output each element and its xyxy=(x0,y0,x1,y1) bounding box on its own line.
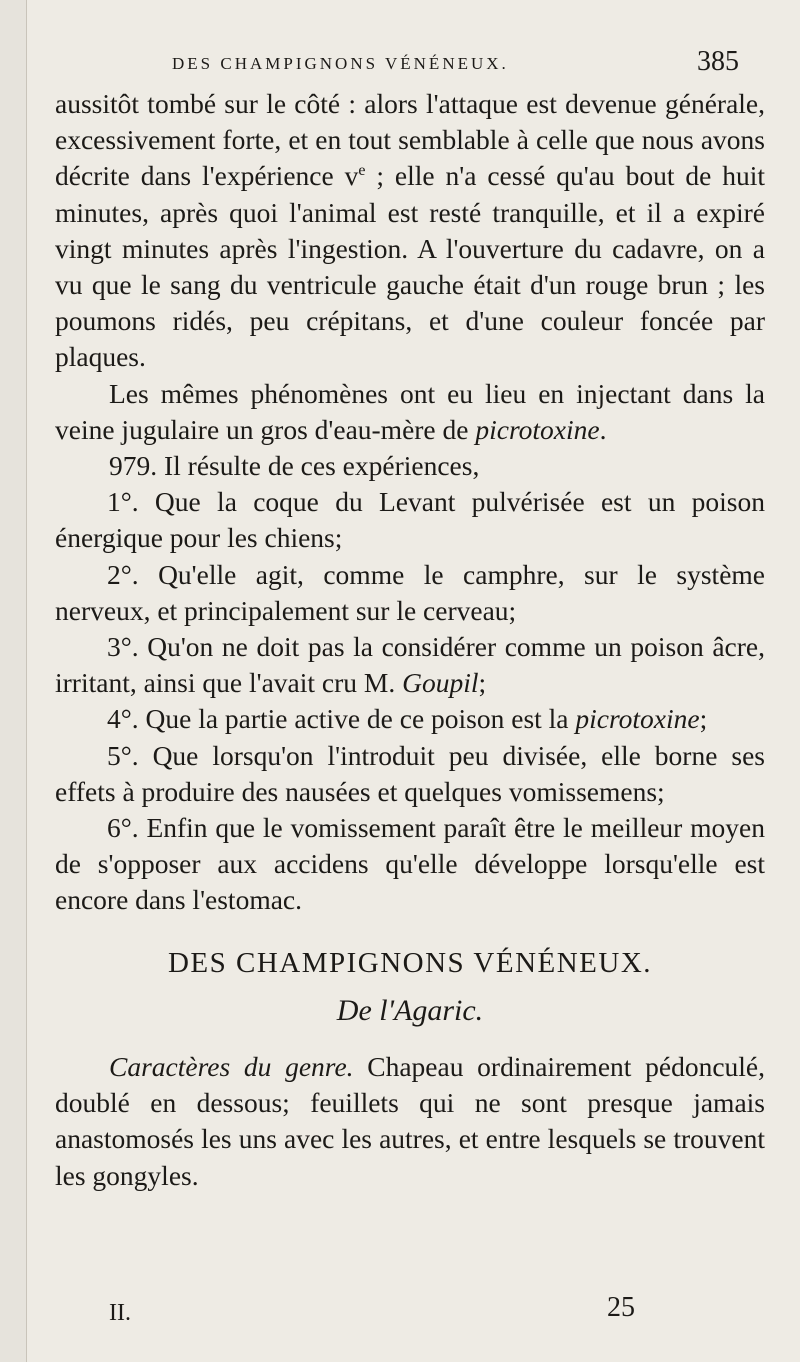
page-number: 385 xyxy=(697,46,739,77)
signature-mark: II. xyxy=(109,1300,131,1326)
list-item xyxy=(55,701,765,737)
superscript: e xyxy=(358,162,366,180)
paragraph xyxy=(55,376,765,448)
list-item-text: 4°. Que la partie active de ce poison est la xyxy=(107,703,576,735)
running-title: DES CHAMPIGNONS VÉNÉNEUX. xyxy=(172,54,509,73)
paragraph-text: aussitôt tombé sur le côté : alors l'attaque est devenue générale, excessivement forte, et en tout semblable à celle que nous avons décrite dans l'expérience v xyxy=(55,88,765,192)
paragraph xyxy=(55,86,765,376)
list-item: 1°. Que la coque du Levant pulvérisée est un poison énergique pour les chiens; xyxy=(55,486,765,554)
subsection-title: De l'Agaric. xyxy=(336,993,484,1027)
italic-term: picrotoxine xyxy=(475,413,600,445)
list-item: 6°. Enfin que le vomissement paraît être le meilleur moyen de s'opposer aux accidens qu'elle développe lorsqu'elle est encore dans l'estomac. xyxy=(55,812,765,916)
list-item xyxy=(55,629,765,701)
italic-name: Goupil xyxy=(402,667,479,699)
paragraph-text: Les mêmes phénomènes ont eu lieu en injectant dans la veine jugulaire un gros d'eau-mère de xyxy=(55,377,765,445)
genus-description xyxy=(55,1049,765,1194)
book-page xyxy=(26,0,800,1362)
genus-label: Caractères du genre. xyxy=(109,1051,354,1083)
paragraph-text: . xyxy=(599,413,607,445)
paragraph-numbered: 979. Il résulte de ces expériences, xyxy=(109,450,480,482)
list-item-text: ; xyxy=(699,703,708,735)
list-item: 2°. Qu'elle agit, comme le camphre, sur le système nerveux, et principalement sur le cerveau; xyxy=(55,558,765,626)
quire-mark: 25 xyxy=(607,1292,635,1323)
genus-text: Chapeau ordinairement pédonculé, doublé en dessous; feuillets qui ne sont presque jamais anastomosés les uns avec les autres, et entre lesquels se trouvent les gongyles. xyxy=(55,1051,765,1191)
page-header xyxy=(27,46,800,86)
page-footer xyxy=(27,1292,800,1332)
body-text xyxy=(55,86,765,1194)
paragraph-text: ; elle n'a cessé qu'au bout de huit minutes, après quoi l'animal est resté tranquille, et il a expiré vingt minutes après l'ingestion. A l'ouverture du cadavre, on a vu que le sang du ventricule gauche était d'un rouge brun ; les poumons ridés, peu crépitans, et d'une couleur foncée par plaques. xyxy=(55,160,765,373)
section-title: DES CHAMPIGNONS VÉNÉNEUX. xyxy=(167,946,653,979)
list-item: 5°. Que lorsqu'on l'introduit peu divisée, elle borne ses effets à produire des nausées et quelques vomissemens; xyxy=(55,739,765,807)
list-item-text: 3°. Qu'on ne doit pas la considérer comme un poison âcre, irritant, ainsi que l'avait cru M. xyxy=(55,631,765,699)
list-item-text: ; xyxy=(478,667,487,699)
italic-term: picrotoxine xyxy=(575,703,700,735)
